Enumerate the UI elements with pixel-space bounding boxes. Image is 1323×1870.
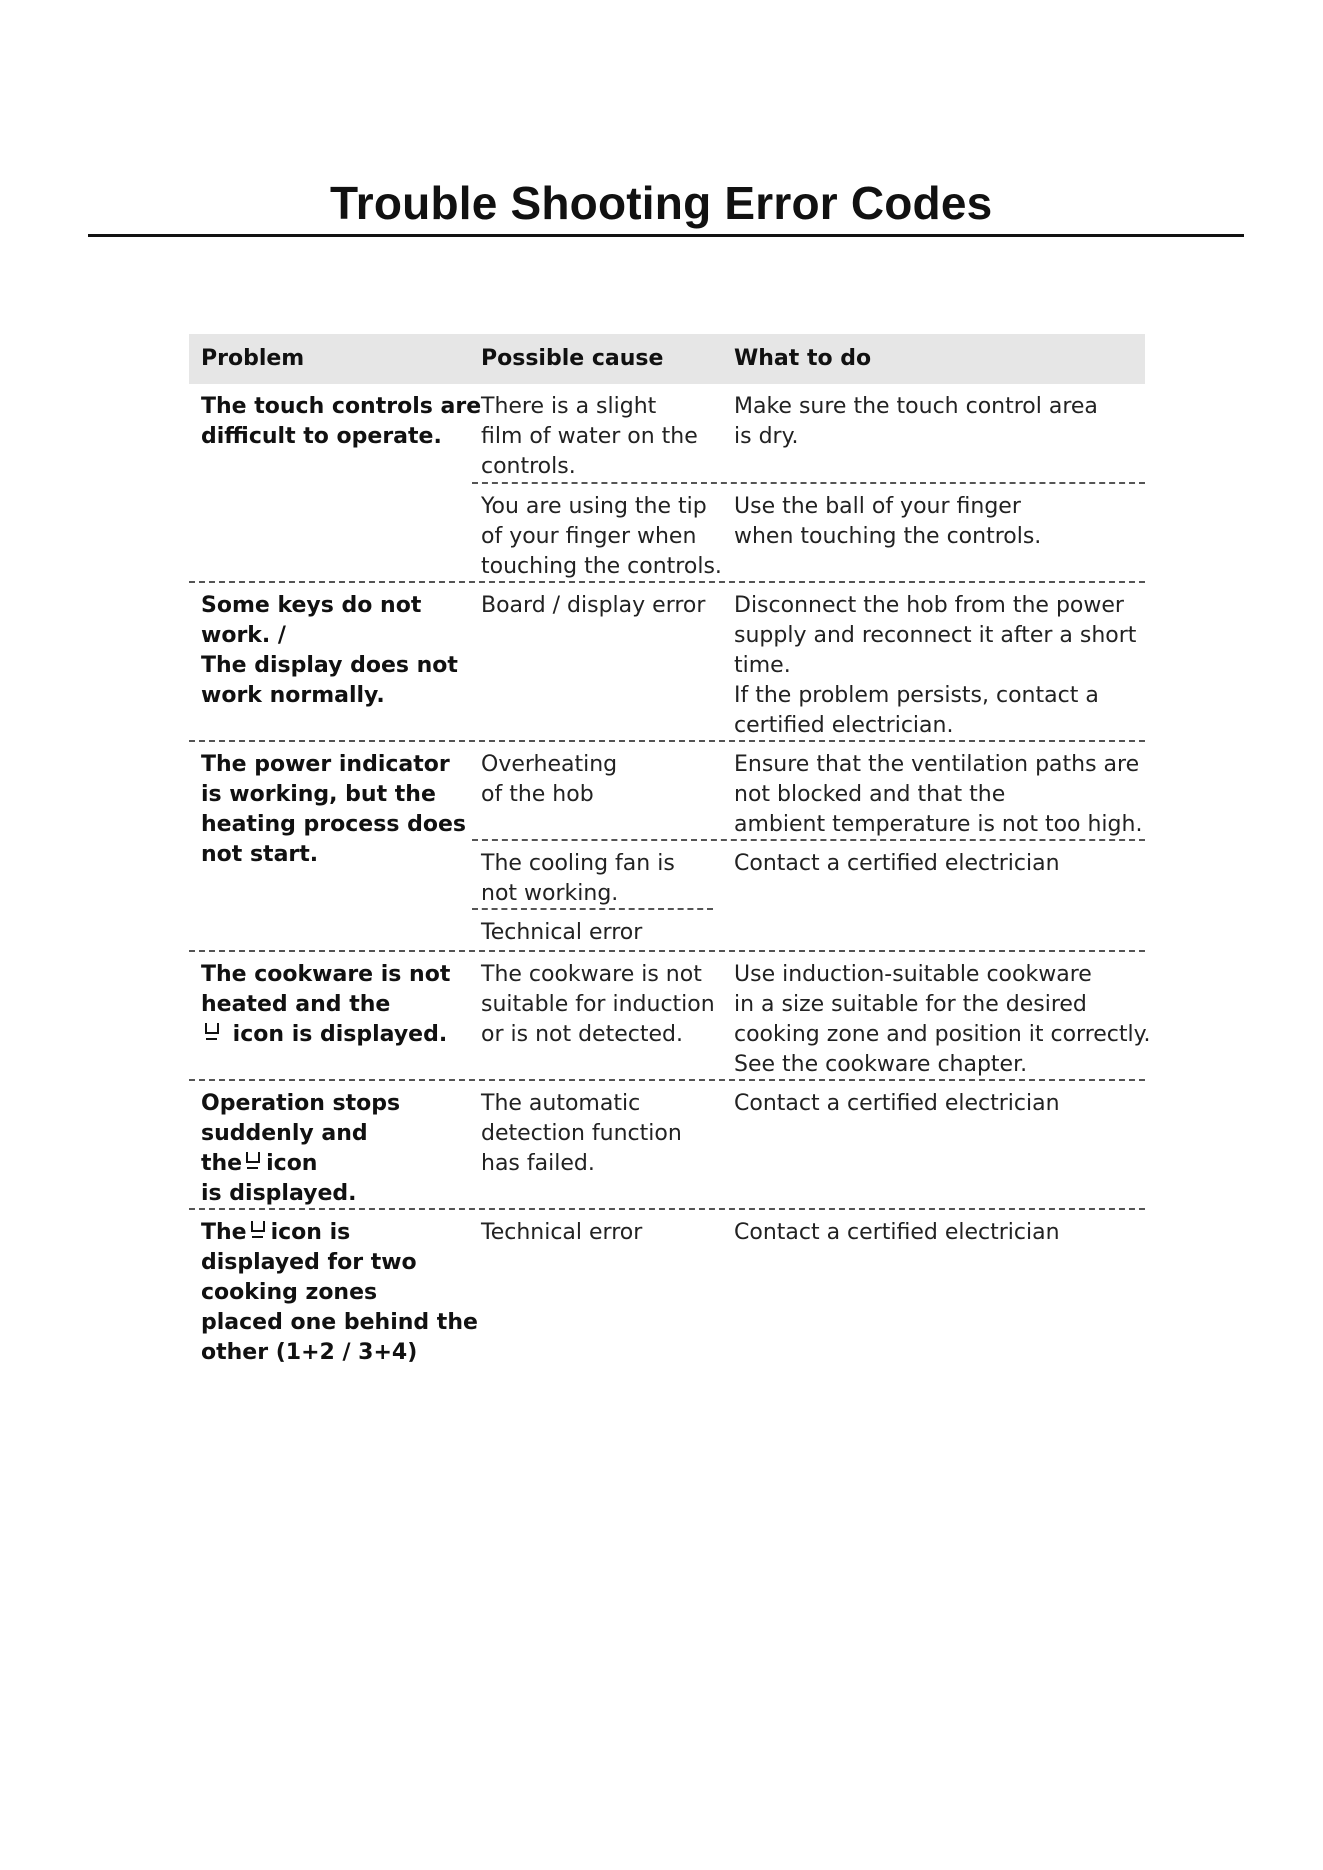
cookware-missing-icon — [205, 1021, 219, 1043]
page-title: Trouble Shooting Error Codes — [330, 177, 993, 229]
row3-cause3: Technical error — [481, 920, 643, 945]
row1-problem: The touch controls are difficult to operate. — [201, 394, 482, 449]
row-divider — [472, 908, 713, 910]
row1-todo2: Use the ball of your finger when touching the controls. — [734, 494, 1042, 549]
row4-cause1: The cookware is not suitable for induction or is not detected. — [481, 962, 715, 1047]
row6-cause1: Technical error — [481, 1220, 643, 1245]
row4-todo1: Use induction-suitable cookware in a size suitable for the desired cooking zone and position it correctly. See the cookware chapter. — [734, 962, 1151, 1077]
table-header — [189, 334, 1145, 384]
row3-cause2: The cooling fan is not working. — [481, 851, 675, 906]
row3-todo1: Ensure that the ventilation paths are not blocked and that the ambient temperature is not too high. — [734, 752, 1143, 837]
row-divider — [189, 581, 1145, 583]
row-divider — [189, 740, 1145, 742]
row5-problem: Operation stops suddenly and the icon is displayed. — [201, 1091, 401, 1206]
row3-cause1: Overheating of the hob — [481, 752, 618, 807]
row3-todo2: Contact a certified electrician — [734, 851, 1060, 876]
row2-cause1: Board / display error — [481, 593, 706, 618]
row5-todo1: Contact a certified electrician — [734, 1091, 1060, 1116]
header-possible-cause: Possible cause — [481, 346, 664, 371]
row-divider — [472, 482, 1145, 484]
row4-problem: The cookware is not heated and the icon is displayed. — [201, 962, 451, 1047]
row1-cause1: There is a slight film of water on the controls. — [481, 394, 698, 479]
row-divider — [472, 839, 1145, 841]
row1-todo1: Make sure the touch control area is dry. — [734, 394, 1098, 449]
row-divider — [189, 950, 1145, 952]
title-divider — [88, 234, 1244, 237]
row5-cause1: The automatic detection function has failed. — [481, 1091, 682, 1176]
header-what-to-do: What to do — [734, 346, 872, 371]
row6-problem: The icon is displayed for two cooking zones placed one behind the other (1+2 / 3+4) — [201, 1220, 478, 1365]
row-divider — [189, 1079, 1145, 1081]
row2-todo1: Disconnect the hob from the power supply and reconnect it after a short time. If the problem persists, contact a certified electrician. — [734, 593, 1137, 738]
row3-problem: The power indicator is working, but the heating process does not start. — [201, 752, 466, 867]
row2-problem: Some keys do not work. / The display does not work normally. — [201, 593, 458, 708]
cookware-missing-icon — [251, 1219, 265, 1241]
row-divider — [189, 1208, 1145, 1210]
cookware-missing-icon — [246, 1150, 260, 1172]
row6-todo1: Contact a certified electrician — [734, 1220, 1060, 1245]
header-problem: Problem — [201, 346, 305, 371]
row1-cause2: You are using the tip of your finger when touching the controls. — [481, 494, 722, 579]
